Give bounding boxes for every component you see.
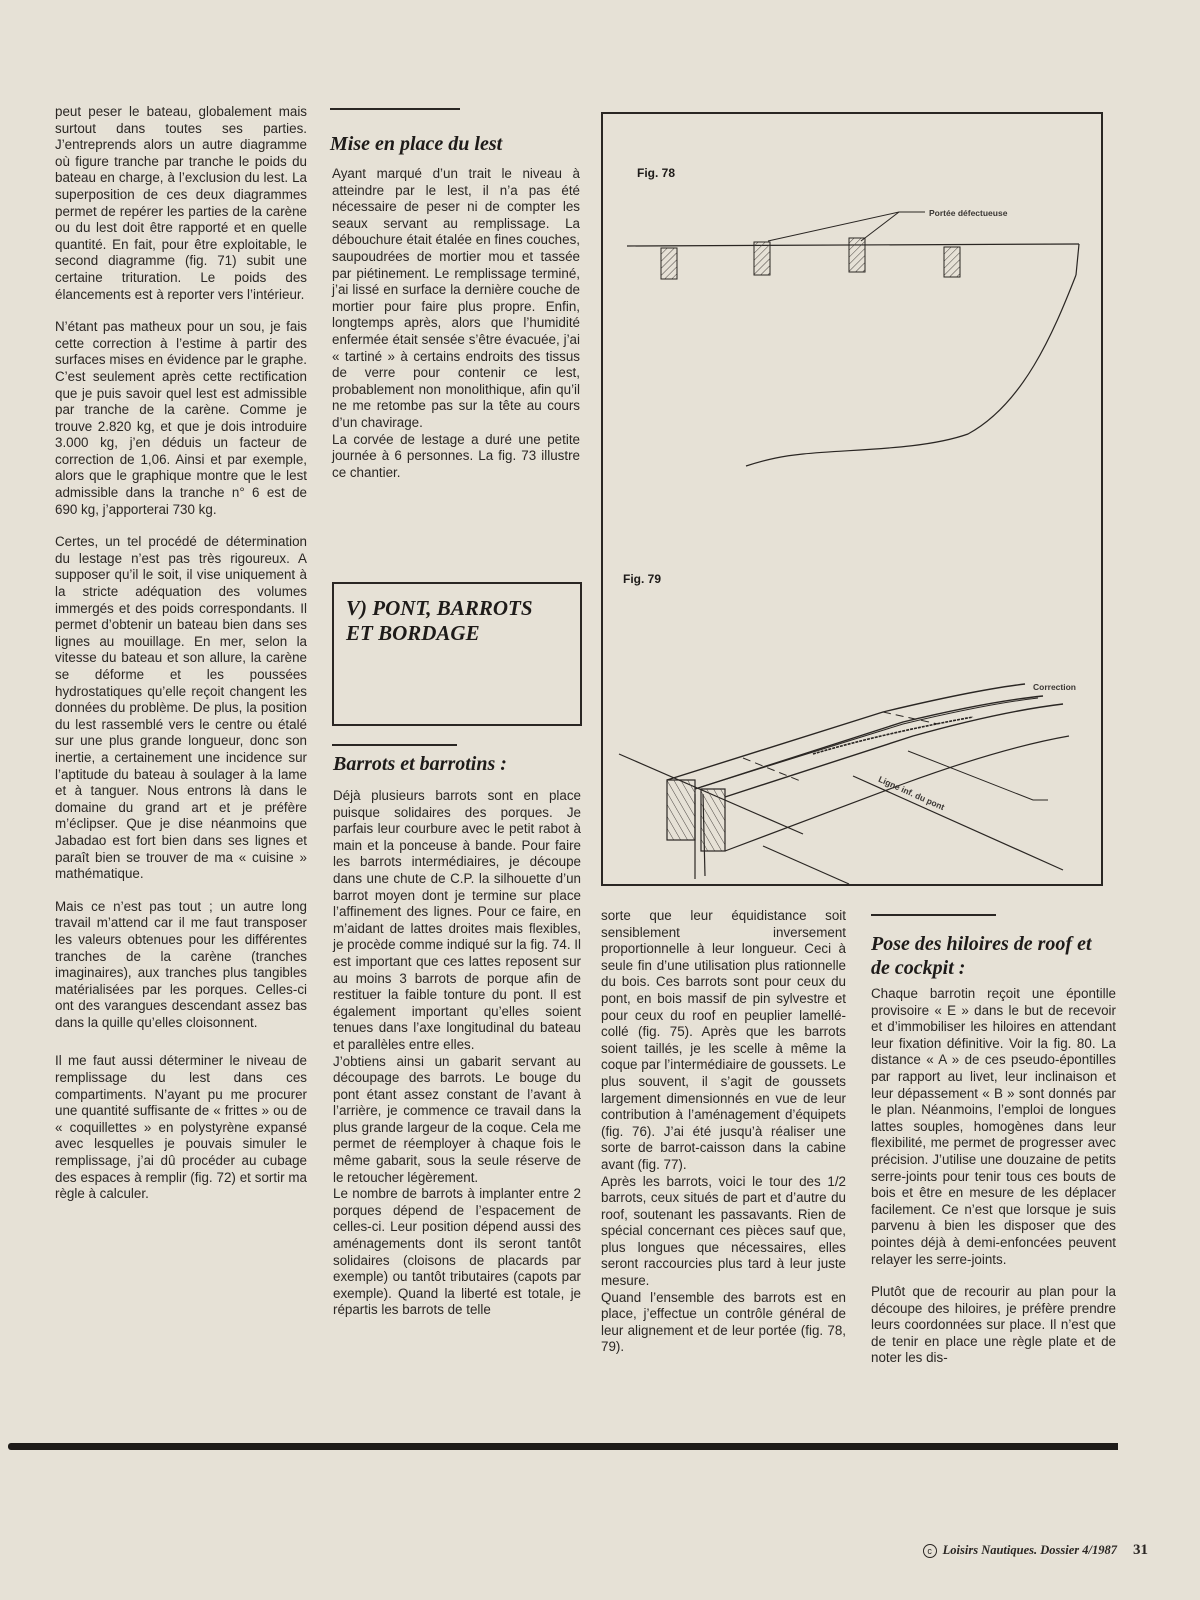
fig-78-label: Fig. 78 <box>637 166 676 180</box>
figure-frame <box>601 112 1103 886</box>
paragraph <box>332 432 580 482</box>
paragraph: Certes, un tel procédé de détermination du lestage n’est pas très rigoureux. A supposer qu’il le soit, il vise uniquement à la stricte adéquation des volumes immergés et des poids correspondants. Il permet d’obtenir un bateau bien dans ses lignes au mouillage. En mer, selon la vitesse du bateau et son allure, la carène se déforme et les poussées hydrostatiques qu’elle reçoit changent les données du problème. De plus, la position du lest rassemblé vers le centre ou étalé sur une plus grande longueur, donc son inertie, a certainement une incidence sur l’aptitude du bateau à soulager à la lame et à tanguer. Nous entrons là dans le domaine du grand art et je préfère m’éclipser. Que je dise néanmoins que Jabadao est fort bien dans ses lignes et paraît bien se trouver de ma « cuisine » mathématique. <box>55 534 307 882</box>
fig-78-beam <box>754 242 770 275</box>
heading-rule <box>871 914 996 916</box>
heading-mise-en-place-du-lest: Mise en place du lest <box>330 133 503 155</box>
paragraph: Quand l’ensemble des barrots est en place, j’effectue un contrôle général de leur alignement et de leur portée (fig. 78, 79). <box>601 1289 846 1355</box>
fig-79-lower-line <box>853 776 1063 870</box>
fig-79-deck-line-dash <box>763 846 849 884</box>
heading-rule <box>330 108 460 110</box>
fig-79-annotation-correction: Correction <box>1033 682 1076 692</box>
fig-79-correction-curve <box>813 717 973 754</box>
paragraph: N’étant pas matheux pour un sou, je fais cette correction à l’estime à partir des surfaces mises en évidence par le graphe. C’est seulement après cette rectification que je puis savoir quel lest est admissible par tranche de la carène. Comme je trouve 2.820 kg, et que je dois introduire 3.000 kg, j’en déduis un facteur de correction de 1,06. Ainsi et par exemple, alors que le graphique montre que le lest admissible dans la tranche n° 6 est de 690 kg, j’apporterai 730 kg. <box>55 319 307 517</box>
column-4 <box>871 986 1116 1367</box>
paragraph: Chaque barrotin reçoit une épontille provisoire « E » dans le but de recevoir et d’immobiliser les hiloires en attendant leur fixation définitive. Voir la fig. 80. La distance « A » de ces pseudo-épontilles par rapport au livet, leur inclinaison et leur dépassement « B » sont donnés par le plan. Néanmoins, l’emploi de longues lattes souples, homogènes dans leur flexibilité, me permet de progresser avec précision. J’utilise une douzaine de petits serre-joints pour tenir tous ces bouts de bois et être en mesure de les déplacer facilement. Ce n’est que lorsque je suis parvenu à bien les disposer que des pointes déjà à demi-enfoncées peuvent relayer les serre-joints. <box>871 986 1116 1267</box>
column-3 <box>601 908 846 1356</box>
paragraph: Mais ce n’est pas tout ; un autre long travail m’attend car il me faut transposer les valeurs obtenues pour les différentes tranches de la carène (tranches imaginaires), aux tranches plus tangibles matérialisées par les porques. Celles-ci ont des varangues descendant assez bas dans la quille qu’elles cloisonnent. <box>55 898 307 1030</box>
fig-79-drawing <box>603 514 1101 894</box>
heading-barrots-et-barrotins: Barrots et barrotins : <box>333 753 507 775</box>
fig-78-annotation: Portée défectueuse <box>929 208 1008 218</box>
paragraph: Plutôt que de recourir au plan pour la découpe des hiloires, je préfère prendre leurs coordonnées sur place. Il n’est que de tenir en place une règle plate et de noter les dis- <box>871 1284 1116 1366</box>
copyright-icon: c <box>923 1544 937 1558</box>
paragraph-text: La corvée de lestage a duré une petite journée à 6 personnes. La fig. 73 illustre ce chantier. <box>332 431 580 480</box>
paragraph: Après les barrots, voici le tour des 1/2 barrots, ceux situés de part et d’autre du roof, soutenant les passavants. Rien de spécial concernant ces pièces sauf que, plus longues que nécessaires, elles seront raccourcies plus tard à leur juste mesure. <box>601 1173 846 1289</box>
fig-79-beam-top <box>667 684 1025 780</box>
fig-78-beam <box>849 238 865 272</box>
fig-78-drawing <box>603 114 1101 514</box>
section-title-line-1: V) PONT, BARROTS <box>346 596 533 620</box>
fig-79-beam-top <box>701 698 1038 787</box>
fig-78-beam <box>661 248 677 279</box>
bottom-rule <box>8 1443 1118 1450</box>
fig-78-leader <box>768 212 925 241</box>
fig-78-beam <box>944 247 960 277</box>
paragraph: Le nombre de barrots à implanter entre 2 porques dépend de l’espacement de celles-ci. Leur position dépend aussi des aménagements dont ils seront tantôt solidaires (cloisons de placards par exemple) ou tantôt tributaires (capots par exemple). Quand la liberté est totale, je répartis les barrots de telle <box>333 1186 581 1318</box>
page-footer <box>923 1542 1148 1559</box>
column-1 <box>55 104 307 1219</box>
fig-79-beam-top <box>725 704 1063 797</box>
fig-78-hull-curve <box>746 275 1076 466</box>
fig-79-annotation-line: Ligne inf. du pont <box>876 774 947 813</box>
paragraph: J’obtiens ainsi un gabarit servant au découpage des barrots. Le bouge du pont étant assez constant de l’avant à l’arrière, je commence ce travail dans la plus grande largeur de la coque. Cela me permet de réemployer à chaque fois le même gabarit, sous la seule réserve de le retoucher légèrement. <box>333 1053 581 1185</box>
section-title <box>346 596 580 646</box>
heading-pose-des-hiloires: Pose des hiloires de roof et de cockpit : <box>871 933 1092 979</box>
page-number: 31 <box>1133 1542 1148 1558</box>
paragraph: peut peser le bateau, globalement mais surtout dans toutes ses parties. J’entreprends alors un autre diagramme où figure tranche par tranche le poids du bateau en charge, à l’exclusion du lest. La superposition de ces deux diagrammes permet de repérer les parties de la carène ou du lest doit être rapporté et en quelle quantité. En fait, pour être exploitable, le second diagramme (fig. 71) subit une certaine trituration. Le poids des élancements est à reporter vers l’intérieur. <box>55 104 307 302</box>
fig-78-hull-edge <box>1076 244 1079 275</box>
section-title-line-2: ET BORDAGE <box>346 621 480 645</box>
heading-rule <box>332 744 457 746</box>
paragraph: sorte que leur équidistance soit sensiblement inversement proportionnelle à leur longueur. Ceci à seule fin d’une utilisation plus rationnelle du bois. Ces barrots sont pour ceux du pont, en bois massif de pin sylvestre et pour ceux du roof en peuplier lamellé-collé (fig. 75). Après que les barrots soient taillés, je les scelle à même la coque par l’intermédiaire de goussets. Le plus souvent, il s’agit de goussets largement dimensionnés en vue de leur contribution à l’aménagement d’équipets (fig. 76). J’ai été jusqu’à réaliser une sorte de barrot-caisson dans la cabine avant (fig. 77). <box>601 908 846 1172</box>
paragraph: Ayant marqué d’un trait le niveau à atteindre par le lest, il n’a pas été nécessaire de peser ni de compter les seaux servant au remplissage. La débouchure était étalée en fines couches, saupoudrées de mortier mou et tassée par piétinement. Le remplissage terminé, j’ai lissé en surface la dernière couche de mortier pour faire plus propre. Enfin, longtemps après, alors que l’humidité enfermée était sensée s’être évacuée, j’ai « tartiné » à certains endroits des tissus de verre pour contenir ce lest, probablement non monolithique, afin qu’il ne me retombe pas sur la tête au cours d’un chavirage. <box>332 166 580 430</box>
section-title-box <box>332 582 582 726</box>
paragraph: Déjà plusieurs barrots sont en place puisque solidaires des porques. Je parfais leur courbure avec le petit rabot à main et la ponceuse à bande. Pour faire les barrots intermédiaires, je découpe dans une chute de C.P. la silhouette d’un barrot moyen dont je termine sur place l’affinement des lignes. Pour ce faire, en m’aidant de lattes droites mais flexibles, je procède comme indiqué sur la fig. 74. Il est important que ces lattes reposent sur au moins 3 barrots de porque afin de restituer la faible tonture du pont. Il est également important qu’elles soient tenues dans l’axe longitudinal du bateau et parallèles entre elles. <box>333 788 581 1052</box>
column-2-lest <box>332 166 580 481</box>
fig-79-beam-section <box>667 780 695 840</box>
column-2-barrots <box>333 788 581 1319</box>
fig-79-beam-top <box>695 696 1043 789</box>
paragraph: Il me faut aussi déterminer le niveau de remplissage du lest dans ces compartiments. N’ayant pu me procurer une quantité suffisante de « frittes » ou de « coquillettes » en polystyrène expansé avec lesquelles je pouvais simuler le remplissage, j’ai dû procéder au cubage des espaces à remplir (fig. 72) et sortir ma règle à calculer. <box>55 1053 307 1202</box>
fig-79-label: Fig. 79 <box>623 572 662 586</box>
publication-credit: Loisirs Nautiques. Dossier 4/1987 <box>942 1543 1117 1557</box>
